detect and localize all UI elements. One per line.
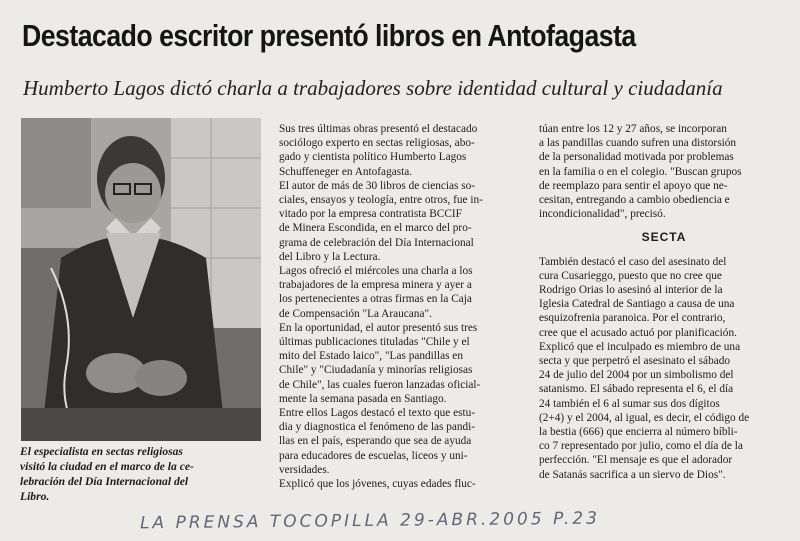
text-line: vitado por la empresa contratista BCCIF (279, 208, 462, 221)
text-line: Explicó que los jóvenes, cuyas edades fluc- (279, 478, 476, 491)
caption-line: lebración del Día Internacional del (20, 475, 189, 488)
text-line: mito del Estado laico", "Las pandillas en (279, 350, 463, 363)
text-line: a las pandillas cuando sufren una distorsión (539, 137, 737, 150)
text-line: de Chile", las cuales fueron lanzadas oficial- (279, 378, 481, 391)
text-line: esquizofrenia paranoica. Por el contrario, (539, 312, 726, 325)
text-line: de reemplazo para sentir el apoyo que ne- (539, 179, 728, 192)
text-line: de Minera Escondida, en el marco del pro- (279, 222, 472, 235)
caption-line: Libro. (20, 490, 50, 503)
text-line: dia y diagnostica el fenómeno de las pandi- (279, 421, 476, 434)
text-line: Lagos ofreció el miércoles una charla a los (279, 265, 473, 278)
text-line: Chile" y "Ciudadanía y minorías religiosas (279, 364, 473, 377)
text-line: llas en el país, esperando que sea de ayuda (279, 435, 472, 448)
article-column-2 (539, 122, 789, 482)
text-line: cura Cusarieggo, puesto que no cree que (539, 269, 722, 282)
handwritten-source-note: LA PRENSA TOCOPILLA 29-ABR.2005 P.23 (139, 508, 601, 534)
text-line: ciales, ensayos y teología, entre otros, fue in- (279, 194, 483, 207)
text-line: grama de celebración del Día Internacional (279, 236, 474, 249)
text-line: secta y que perpetró el asesinato el sábado (539, 355, 731, 368)
text-line: (2+4) y el 2004, al igual, es decir, el código de (539, 411, 750, 424)
text-line: sociólogo experto en sectas religiosas, abo- (279, 137, 475, 150)
article-column-1 (279, 122, 524, 491)
text-line: Sus tres últimas obras presentó el destacado (279, 123, 478, 135)
text-line: de Satanás sacrifica a un siervo de Dios". (539, 468, 726, 481)
text-line: del Libro y la Lectura. (279, 250, 381, 263)
text-line: Explicó que el inculpado es miembro de una (539, 340, 741, 353)
text-line: últimas publicaciones tituladas "Chile y el (279, 336, 470, 349)
text-line: Entre ellos Lagos destacó el texto que estu- (279, 407, 476, 420)
text-line: en la familia o en el colegio. "Buscan grupos (539, 165, 742, 178)
text-line: cree que el acusado actuó por planificación. (539, 326, 737, 339)
author-photo-image (21, 118, 261, 441)
text-line: Rodrigo Orias lo asesinó al interior de la (539, 284, 723, 297)
text-line: El autor de más de 30 libros de ciencias so- (279, 179, 476, 192)
text-line: incondicionalidad", precisó. (539, 208, 666, 221)
text-line: los pertenecientes a otras firmas en la Caja (279, 293, 472, 306)
article-headline: Destacado escritor presentó libros en Antofagasta (22, 18, 636, 53)
text-line: de Compensación "La Araucana". (279, 307, 432, 320)
text-line: co 7 representado por julio, como el día de la (539, 440, 743, 453)
text-line: También destacó el caso del asesinato del (539, 255, 727, 268)
text-line: 24 también el 6 al sumar sus dos dígitos (539, 397, 720, 410)
text-line: 24 de julio del 2004 por un simbolismo del (539, 369, 734, 382)
text-line: túan entre los 12 y 27 años, se incorporan (539, 123, 727, 135)
text-line: Iglesia Catedral de Santiago a causa de una (539, 298, 735, 311)
author-photo (21, 118, 261, 441)
article-subheadline: Humberto Lagos dictó charla a trabajadores sobre identidad cultural y ciudadanía (23, 76, 723, 100)
section-heading: SECTA (641, 230, 687, 245)
text-line: para educadores de escuelas, liceos y uni- (279, 449, 468, 462)
text-line: En la oportunidad, el autor presentó sus tres (279, 321, 478, 334)
text-line: versidades. (279, 463, 330, 476)
text-line: la bestia (666) que encierra al número bíbli- (539, 426, 738, 439)
text-line: cesitan, entregando a cambio obediencia e (539, 194, 730, 207)
text-line: de la personalidad motivada por problemas (539, 151, 734, 164)
text-line: trabajadores de la empresa minera y ayer a (279, 279, 472, 292)
text-line: perfección. "El mensaje es que el adorador (539, 454, 733, 467)
text-line: mente la semana pasada en Santiago. (279, 392, 447, 405)
caption-line: visitó la ciudad en el marco de la ce- (20, 460, 194, 473)
caption-line: El especialista en sectas religiosas (20, 445, 183, 458)
text-line: satanismo. El sábado representa el 6, el día (539, 383, 734, 396)
text-line: Schuffeneger en Antofagasta. (279, 165, 413, 178)
photo-caption (20, 444, 262, 504)
text-line: gado y cientista político Humberto Lagos (279, 151, 467, 164)
